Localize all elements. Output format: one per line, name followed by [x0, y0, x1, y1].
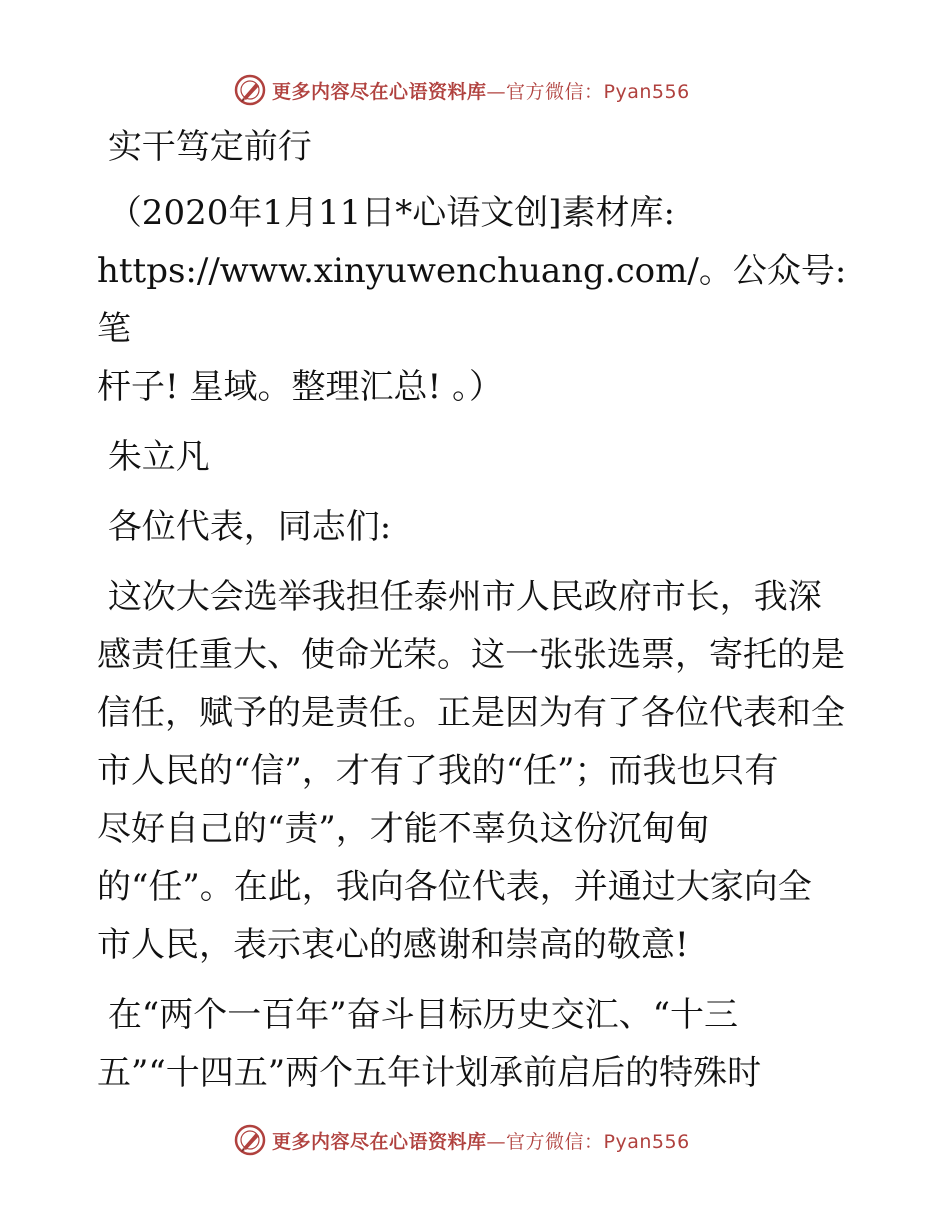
document-body	[97, 118, 857, 1102]
paragraph-line: 感责任重大、使命光荣。这一张张选票，寄托的是	[97, 635, 845, 675]
paragraph-line: 这次大会选举我担任泰州市人民政府市长，我深	[97, 577, 822, 617]
paragraph-line: 在“两个一百年”奋斗目标历史交汇、“十三	[97, 995, 738, 1035]
source-note	[97, 184, 857, 416]
header-banner	[234, 73, 690, 107]
source-note-line: （2020年1月11日*心语文创]素材库:	[97, 193, 675, 233]
document-title: 实干笃定前行	[97, 127, 312, 167]
salutation: 各位代表，同志们:	[97, 507, 392, 547]
paragraph-line: 尽好自己的“责”，才能不辜负这份沉甸甸	[97, 809, 710, 849]
paragraph-1	[97, 568, 857, 974]
banner-site-text: 更多内容尽在心语资料库	[272, 1130, 487, 1153]
paragraph-line: 的“任”。在此，我向各位代表，并通过大家向全	[97, 867, 812, 907]
banner-text	[272, 77, 690, 104]
banner-wechat-label: 官方微信：	[506, 1130, 604, 1153]
banner-wechat-label: 官方微信：	[506, 80, 604, 103]
banner-text	[272, 1127, 690, 1154]
banner-wechat-id: Pyan556	[603, 1130, 690, 1153]
banner-site-text: 更多内容尽在心语资料库	[272, 80, 487, 103]
footer-banner	[234, 1123, 690, 1157]
author-name: 朱立凡	[97, 437, 210, 477]
banner-wechat-id: Pyan556	[603, 80, 690, 103]
paragraph-line: 市人民，表示衷心的感谢和崇高的敬意!	[97, 925, 689, 965]
paragraph-line: 信任，赋予的是责任。正是因为有了各位代表和全	[97, 693, 845, 733]
banner-dash: —	[486, 80, 507, 103]
pen-logo-icon	[234, 74, 266, 106]
paragraph-line: 五”“十四五”两个五年计划承前启后的特殊时	[97, 1053, 762, 1093]
paragraph-2	[97, 986, 857, 1102]
source-note-line: 杆子! 星域。整理汇总! 。）	[97, 367, 503, 407]
pen-logo-icon	[234, 1124, 266, 1156]
banner-dash: —	[486, 1130, 507, 1153]
source-note-line: https://www.xinyuwenchuang.com/。公众号: 笔	[97, 251, 858, 349]
paragraph-line: 市人民的“信”，才有了我的“任”；而我也只有	[97, 751, 779, 791]
